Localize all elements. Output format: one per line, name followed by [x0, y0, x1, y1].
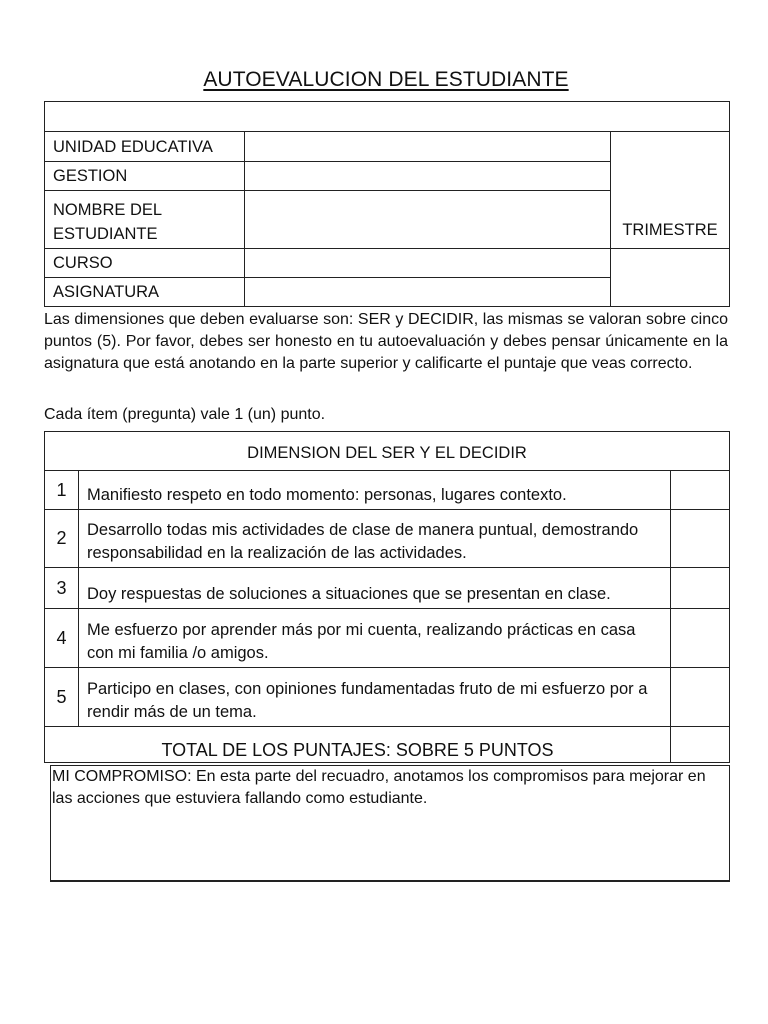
- nombre-label-line2: ESTUDIANTE: [53, 225, 158, 243]
- item-text: Doy respuestas de soluciones a situaciones que se presentan en clase.: [79, 568, 671, 609]
- asignatura-label: ASIGNATURA: [45, 278, 245, 307]
- item-score-field[interactable]: [671, 568, 730, 609]
- gestion-field[interactable]: [245, 162, 611, 191]
- nombre-label-line1: NOMBRE DEL: [53, 201, 163, 219]
- instructions-paragraph: Las dimensiones que deben evaluarse son: SER y DECIDIR, las mismas se valoran sobre cinco puntos (5). Por favor, debes ser honesto en tu autoevaluación y debes pensar únicamente en la asignatura que está anotando en la parte superior y calificarte el puntaje que veas correcto.: [44, 311, 728, 372]
- item-score-field[interactable]: [671, 510, 730, 568]
- item-text: Desarrollo todas mis actividades de clase de manera puntual, demostrando responsabilidad en la realización de las actividades.: [79, 510, 671, 568]
- total-score-field[interactable]: [671, 727, 730, 763]
- point-value-note: Cada ítem (pregunta) vale 1 (un) punto.: [44, 406, 326, 423]
- unidad-educativa-label: UNIDAD EDUCATIVA: [45, 132, 245, 162]
- unidad-educativa-field[interactable]: [245, 132, 611, 162]
- item-score-field[interactable]: [671, 668, 730, 727]
- commitment-box[interactable]: [50, 765, 730, 882]
- item-text: Me esfuerzo por aprender más por mi cuenta, realizando prácticas en casa con mi familia /o amigos.: [79, 609, 671, 668]
- item-number: 5: [45, 668, 79, 727]
- item-number: 4: [45, 609, 79, 668]
- commitment-text: MI COMPROMISO: En esta parte del recuadro, anotamos los compromisos para mejorar en las acciones que estuviera fallando como estudiante.: [52, 768, 706, 807]
- item-number: 1: [45, 471, 79, 510]
- nombre-estudiante-label: [45, 191, 245, 249]
- item-score-field[interactable]: [671, 609, 730, 668]
- item-score-field[interactable]: [671, 471, 730, 510]
- total-label: TOTAL DE LOS PUNTAJES: SOBRE 5 PUNTOS: [45, 727, 671, 763]
- gestion-label: GESTION: [45, 162, 245, 191]
- student-info-table: [44, 101, 730, 307]
- item-number: 2: [45, 510, 79, 568]
- trimestre-field[interactable]: [611, 249, 730, 307]
- curso-field[interactable]: [245, 249, 611, 278]
- curso-label: CURSO: [45, 249, 245, 278]
- asignatura-field[interactable]: [245, 278, 611, 307]
- blank-header-cell: [45, 102, 730, 132]
- item-number: 3: [45, 568, 79, 609]
- dimension-heading: DIMENSION DEL SER Y EL DECIDIR: [45, 432, 730, 471]
- trimestre-label: TRIMESTRE: [611, 132, 730, 249]
- evaluation-table: [44, 431, 730, 763]
- nombre-estudiante-field[interactable]: [245, 191, 611, 249]
- item-text: Manifiesto respeto en todo momento: personas, lugares contexto.: [79, 471, 671, 510]
- item-text: Participo en clases, con opiniones fundamentadas fruto de mi esfuerzo por a rendir más de un tema.: [79, 668, 671, 727]
- document-title: AUTOEVALUCION DEL ESTUDIANTE: [203, 68, 569, 91]
